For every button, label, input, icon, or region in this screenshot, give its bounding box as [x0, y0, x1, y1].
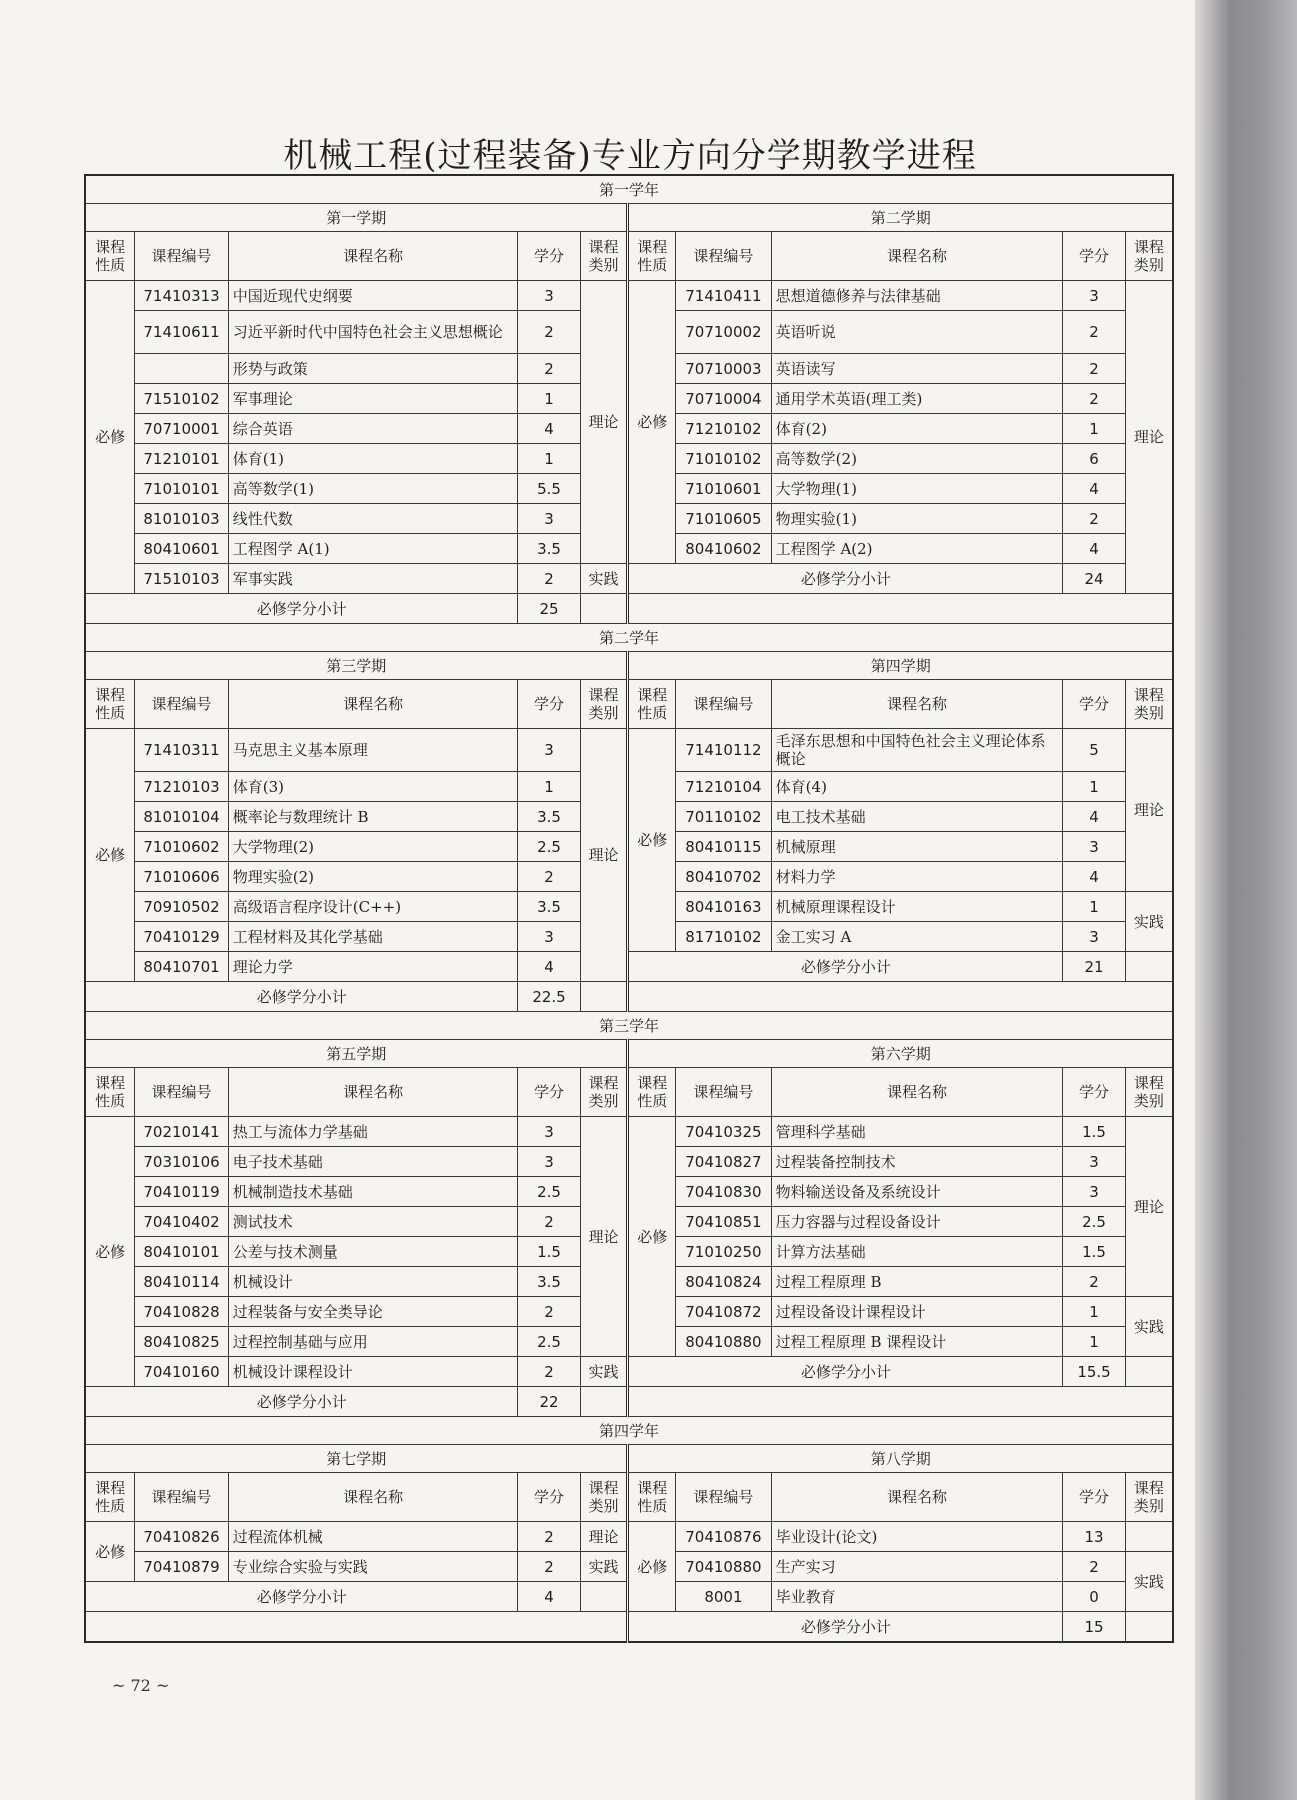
course-code: 71010602	[135, 832, 228, 862]
category-cell: 实践	[580, 564, 628, 594]
subtotal-label: 必修学分小计	[628, 1612, 1063, 1643]
course-name: 机械设计课程设计	[228, 1357, 518, 1387]
course-credit: 2	[1063, 1552, 1125, 1582]
course-name: 概率论与数理统计 B	[228, 802, 518, 832]
course-code: 70410119	[135, 1177, 228, 1207]
term-label: 第五学期	[85, 1040, 628, 1068]
course-name: 大学物理(1)	[771, 474, 1063, 504]
course-name: 专业综合实验与实践	[228, 1552, 518, 1582]
course-name: 工程材料及其化学基础	[228, 922, 518, 952]
term-label: 第八学期	[628, 1445, 1173, 1473]
course-name: 高等数学(2)	[771, 444, 1063, 474]
course-name: 线性代数	[228, 504, 518, 534]
header-name: 课程名称	[228, 232, 518, 281]
nature-cell: 必修	[85, 1522, 135, 1582]
course-code: 71410411	[676, 281, 772, 311]
subtotal-label: 必修学分小计	[628, 564, 1063, 594]
course-credit: 4	[1063, 862, 1125, 892]
category-cell: 实践	[580, 1357, 628, 1387]
course-code: 70410827	[676, 1147, 772, 1177]
term-label: 第七学期	[85, 1445, 628, 1473]
table-row	[85, 1445, 1173, 1473]
course-code: 70410402	[135, 1207, 228, 1237]
table-row	[85, 1522, 1173, 1552]
course-code: 71210104	[676, 772, 772, 802]
course-credit: 3	[518, 1117, 580, 1147]
course-name: 过程流体机械	[228, 1522, 518, 1552]
header-category: 课程类别	[580, 1068, 628, 1117]
empty-cell	[628, 1387, 1173, 1417]
year-label: 第四学年	[85, 1417, 1173, 1445]
course-name: 军事实践	[228, 564, 518, 594]
course-code: 70710003	[676, 354, 772, 384]
course-credit: 2	[518, 311, 580, 354]
year-label: 第三学年	[85, 1012, 1173, 1040]
course-credit: 6	[1063, 444, 1125, 474]
subtotal-label: 必修学分小计	[628, 1357, 1063, 1387]
course-code: 70410879	[135, 1552, 228, 1582]
table-row	[85, 1612, 1173, 1643]
course-name: 生产实习	[771, 1552, 1063, 1582]
course-name: 热工与流体力学基础	[228, 1117, 518, 1147]
course-code: 80410602	[676, 534, 772, 564]
empty-cell	[628, 982, 1173, 1012]
course-name: 过程设备设计课程设计	[771, 1297, 1063, 1327]
course-credit: 2	[518, 1297, 580, 1327]
header-credit: 学分	[518, 680, 580, 729]
empty-cell	[580, 982, 628, 1012]
header-name: 课程名称	[228, 1473, 518, 1522]
course-name: 毕业设计(论文)	[771, 1522, 1063, 1552]
course-credit: 3.5	[518, 892, 580, 922]
course-code: 70210141	[135, 1117, 228, 1147]
header-nature: 课程性质	[85, 232, 135, 281]
course-credit: 0	[1063, 1582, 1125, 1612]
header-code: 课程编号	[135, 1473, 228, 1522]
header-credit: 学分	[1063, 232, 1125, 281]
header-category: 课程类别	[1125, 1068, 1173, 1117]
course-code: 80410824	[676, 1267, 772, 1297]
course-credit: 1.5	[518, 1237, 580, 1267]
table-row	[85, 1117, 1173, 1147]
course-credit: 2	[1063, 384, 1125, 414]
course-credit: 3.5	[518, 534, 580, 564]
subtotal-value: 22	[518, 1387, 580, 1417]
header-category: 课程类别	[580, 680, 628, 729]
table-row	[85, 232, 1173, 281]
header-nature: 课程性质	[85, 1473, 135, 1522]
header-credit: 学分	[1063, 1068, 1125, 1117]
course-name: 英语听说	[771, 311, 1063, 354]
subtotal-value: 15	[1063, 1612, 1125, 1643]
table-row	[85, 175, 1173, 204]
course-credit: 3	[1063, 281, 1125, 311]
course-name: 物理实验(1)	[771, 504, 1063, 534]
course-credit: 2	[518, 1552, 580, 1582]
course-credit: 2	[518, 1522, 580, 1552]
category-cell: 实践	[1125, 892, 1173, 952]
course-credit: 2	[1063, 354, 1125, 384]
header-code: 课程编号	[135, 1068, 228, 1117]
course-credit: 3	[518, 504, 580, 534]
course-credit: 5	[1063, 729, 1125, 772]
course-name: 物料输送设备及系统设计	[771, 1177, 1063, 1207]
course-code: 71510103	[135, 564, 228, 594]
header-nature: 课程性质	[85, 1068, 135, 1117]
course-code: 71010101	[135, 474, 228, 504]
header-name: 课程名称	[771, 232, 1063, 281]
empty-cell	[580, 1387, 628, 1417]
course-name: 军事理论	[228, 384, 518, 414]
course-credit: 2	[518, 862, 580, 892]
course-credit: 2	[1063, 504, 1125, 534]
course-credit: 4	[518, 952, 580, 982]
course-code: 80410101	[135, 1237, 228, 1267]
course-credit: 2.5	[518, 1177, 580, 1207]
course-credit: 4	[1063, 802, 1125, 832]
course-name: 高级语言程序设计(C++)	[228, 892, 518, 922]
course-code: 70410826	[135, 1522, 228, 1552]
course-code: 71210103	[135, 772, 228, 802]
course-name: 综合英语	[228, 414, 518, 444]
course-code: 70410828	[135, 1297, 228, 1327]
course-credit: 1	[1063, 1327, 1125, 1357]
course-name: 过程装备控制技术	[771, 1147, 1063, 1177]
table-row	[85, 680, 1173, 729]
course-credit: 1.5	[1063, 1237, 1125, 1267]
course-code: 71410311	[135, 729, 228, 772]
table-row	[85, 624, 1173, 652]
header-credit: 学分	[518, 232, 580, 281]
empty-cell	[1125, 952, 1173, 982]
course-name: 形势与政策	[228, 354, 518, 384]
table-row	[85, 982, 1173, 1012]
header-nature: 课程性质	[85, 680, 135, 729]
course-name: 机械制造技术基础	[228, 1177, 518, 1207]
page-number: ~ 72 ~	[112, 1676, 170, 1695]
subtotal-value: 22.5	[518, 982, 580, 1012]
course-name: 金工实习 A	[771, 922, 1063, 952]
course-code: 81010103	[135, 504, 228, 534]
subtotal-label: 必修学分小计	[85, 982, 518, 1012]
empty-cell	[628, 594, 1173, 624]
category-cell: 理论	[580, 281, 628, 564]
course-code: 8001	[676, 1582, 772, 1612]
nature-cell: 必修	[628, 281, 676, 564]
course-name: 高等数学(1)	[228, 474, 518, 504]
course-name: 通用学术英语(理工类)	[771, 384, 1063, 414]
term-label: 第四学期	[628, 652, 1173, 680]
course-credit: 3.5	[518, 1267, 580, 1297]
teaching-schedule-table	[84, 174, 1174, 1643]
course-code: 71010250	[676, 1237, 772, 1267]
nature-cell: 必修	[628, 1522, 676, 1612]
course-name: 毛泽东思想和中国特色社会主义理论体系概论	[771, 729, 1063, 772]
course-code: 70710004	[676, 384, 772, 414]
course-credit: 4	[1063, 534, 1125, 564]
category-cell: 理论	[1125, 729, 1173, 892]
subtotal-label: 必修学分小计	[85, 594, 518, 624]
course-credit: 3	[518, 281, 580, 311]
course-name: 毕业教育	[771, 1582, 1063, 1612]
category-cell: 理论	[580, 1522, 628, 1552]
course-code: 80410702	[676, 862, 772, 892]
header-name: 课程名称	[228, 1068, 518, 1117]
course-name: 机械原理课程设计	[771, 892, 1063, 922]
header-code: 课程编号	[135, 232, 228, 281]
course-credit: 2.5	[1063, 1207, 1125, 1237]
course-name: 公差与技术测量	[228, 1237, 518, 1267]
course-credit: 3	[1063, 832, 1125, 862]
course-code	[135, 354, 228, 384]
course-credit: 2.5	[518, 1327, 580, 1357]
course-name: 马克思主义基本原理	[228, 729, 518, 772]
table-row	[85, 1417, 1173, 1445]
table-row	[85, 1012, 1173, 1040]
empty-cell	[1125, 1522, 1173, 1552]
course-credit: 3	[1063, 1177, 1125, 1207]
course-code: 71210101	[135, 444, 228, 474]
course-code: 80410115	[676, 832, 772, 862]
term-label: 第一学期	[85, 204, 628, 232]
course-code: 80410163	[676, 892, 772, 922]
nature-cell: 必修	[85, 281, 135, 594]
category-cell: 理论	[1125, 1117, 1173, 1297]
table-row	[85, 564, 1173, 594]
course-name: 理论力学	[228, 952, 518, 982]
course-credit: 4	[518, 414, 580, 444]
course-name: 体育(2)	[771, 414, 1063, 444]
course-credit: 1.5	[1063, 1117, 1125, 1147]
course-name: 体育(4)	[771, 772, 1063, 802]
subtotal-label: 必修学分小计	[628, 952, 1063, 982]
course-name: 过程工程原理 B	[771, 1267, 1063, 1297]
course-credit: 4	[1063, 474, 1125, 504]
nature-cell: 必修	[85, 1117, 135, 1387]
course-code: 71010606	[135, 862, 228, 892]
category-cell: 实践	[1125, 1297, 1173, 1357]
subtotal-label: 必修学分小计	[85, 1582, 518, 1612]
page-edge-shadow	[1195, 0, 1297, 1800]
course-code: 70410129	[135, 922, 228, 952]
course-credit: 2	[518, 1207, 580, 1237]
course-code: 70410325	[676, 1117, 772, 1147]
category-cell: 实践	[1125, 1552, 1173, 1612]
course-code: 70410880	[676, 1552, 772, 1582]
header-name: 课程名称	[771, 1068, 1063, 1117]
header-name: 课程名称	[771, 1473, 1063, 1522]
nature-cell: 必修	[628, 729, 676, 952]
schedule-body	[85, 175, 1173, 1642]
course-code: 70410830	[676, 1177, 772, 1207]
nature-cell: 必修	[85, 729, 135, 982]
header-nature: 课程性质	[628, 1473, 676, 1522]
table-row	[85, 1068, 1173, 1117]
course-credit: 5.5	[518, 474, 580, 504]
empty-cell	[580, 594, 628, 624]
course-credit: 13	[1063, 1522, 1125, 1552]
subtotal-value: 15.5	[1063, 1357, 1125, 1387]
course-code: 80410825	[135, 1327, 228, 1357]
course-credit: 1	[518, 444, 580, 474]
course-name: 过程工程原理 B 课程设计	[771, 1327, 1063, 1357]
course-code: 71410611	[135, 311, 228, 354]
category-cell: 理论	[1125, 281, 1173, 594]
header-credit: 学分	[1063, 680, 1125, 729]
course-credit: 1	[518, 772, 580, 802]
course-name: 习近平新时代中国特色社会主义思想概论	[228, 311, 518, 354]
header-code: 课程编号	[676, 680, 772, 729]
course-code: 71510102	[135, 384, 228, 414]
header-category: 课程类别	[1125, 1473, 1173, 1522]
course-code: 71010102	[676, 444, 772, 474]
course-code: 81010104	[135, 802, 228, 832]
course-code: 71410112	[676, 729, 772, 772]
course-credit: 1	[1063, 772, 1125, 802]
course-code: 70410872	[676, 1297, 772, 1327]
course-code: 80410880	[676, 1327, 772, 1357]
header-name: 课程名称	[228, 680, 518, 729]
year-label: 第二学年	[85, 624, 1173, 652]
course-name: 机械设计	[228, 1267, 518, 1297]
header-category: 课程类别	[580, 1473, 628, 1522]
course-name: 材料力学	[771, 862, 1063, 892]
subtotal-label: 必修学分小计	[85, 1387, 518, 1417]
header-credit: 学分	[518, 1068, 580, 1117]
header-nature: 课程性质	[628, 1068, 676, 1117]
header-category: 课程类别	[1125, 680, 1173, 729]
course-code: 70410160	[135, 1357, 228, 1387]
course-code: 70710001	[135, 414, 228, 444]
course-name: 电工技术基础	[771, 802, 1063, 832]
table-row	[85, 1357, 1173, 1387]
table-row	[85, 952, 1173, 982]
course-credit: 2	[1063, 1267, 1125, 1297]
course-code: 70910502	[135, 892, 228, 922]
term-label: 第六学期	[628, 1040, 1173, 1068]
subtotal-value: 25	[518, 594, 580, 624]
subtotal-value: 4	[518, 1582, 580, 1612]
course-credit: 1	[1063, 1297, 1125, 1327]
term-label: 第二学期	[628, 204, 1173, 232]
course-credit: 3	[518, 922, 580, 952]
header-name: 课程名称	[771, 680, 1063, 729]
nature-cell: 必修	[628, 1117, 676, 1357]
table-row	[85, 1040, 1173, 1068]
course-name: 计算方法基础	[771, 1237, 1063, 1267]
header-category: 课程类别	[1125, 232, 1173, 281]
course-code: 70710002	[676, 311, 772, 354]
course-credit: 2.5	[518, 832, 580, 862]
subtotal-value: 21	[1063, 952, 1125, 982]
header-nature: 课程性质	[628, 232, 676, 281]
course-name: 过程装备与安全类导论	[228, 1297, 518, 1327]
course-code: 70410851	[676, 1207, 772, 1237]
course-code: 80410601	[135, 534, 228, 564]
course-code: 70110102	[676, 802, 772, 832]
table-row	[85, 204, 1173, 232]
course-credit: 3	[1063, 1147, 1125, 1177]
course-credit: 2	[518, 1357, 580, 1387]
course-name: 工程图学 A(1)	[228, 534, 518, 564]
course-name: 物理实验(2)	[228, 862, 518, 892]
table-row	[85, 729, 1173, 772]
course-credit: 1	[1063, 892, 1125, 922]
course-code: 80410114	[135, 1267, 228, 1297]
table-row	[85, 594, 1173, 624]
table-row	[85, 1387, 1173, 1417]
subtotal-value: 24	[1063, 564, 1125, 594]
course-name: 英语读写	[771, 354, 1063, 384]
header-code: 课程编号	[676, 232, 772, 281]
course-code: 81710102	[676, 922, 772, 952]
course-code: 71410313	[135, 281, 228, 311]
course-credit: 1	[1063, 414, 1125, 444]
course-code: 71010605	[676, 504, 772, 534]
course-name: 机械原理	[771, 832, 1063, 862]
course-code: 80410701	[135, 952, 228, 982]
year-label: 第一学年	[85, 175, 1173, 204]
course-name: 管理科学基础	[771, 1117, 1063, 1147]
table-row	[85, 652, 1173, 680]
course-credit: 3	[518, 1147, 580, 1177]
course-code: 71010601	[676, 474, 772, 504]
course-name: 中国近现代史纲要	[228, 281, 518, 311]
category-cell: 实践	[580, 1552, 628, 1582]
course-credit: 3	[518, 729, 580, 772]
term-label: 第三学期	[85, 652, 628, 680]
course-code: 70310106	[135, 1147, 228, 1177]
course-name: 思想道德修养与法律基础	[771, 281, 1063, 311]
category-cell: 理论	[580, 1117, 628, 1357]
empty-cell	[1125, 1357, 1173, 1387]
course-name: 电子技术基础	[228, 1147, 518, 1177]
header-category: 课程类别	[580, 232, 628, 281]
table-row	[85, 281, 1173, 311]
header-code: 课程编号	[676, 1068, 772, 1117]
course-name: 过程控制基础与应用	[228, 1327, 518, 1357]
header-nature: 课程性质	[628, 680, 676, 729]
course-name: 大学物理(2)	[228, 832, 518, 862]
empty-cell	[85, 1612, 628, 1643]
empty-cell	[1125, 1612, 1173, 1643]
course-name: 压力容器与过程设备设计	[771, 1207, 1063, 1237]
course-credit: 2	[518, 564, 580, 594]
header-credit: 学分	[518, 1473, 580, 1522]
course-name: 工程图学 A(2)	[771, 534, 1063, 564]
course-name: 体育(3)	[228, 772, 518, 802]
page-title: 机械工程(过程装备)专业方向分学期教学进程	[283, 136, 977, 176]
course-credit: 2	[1063, 311, 1125, 354]
course-credit: 3	[1063, 922, 1125, 952]
course-code: 70410876	[676, 1522, 772, 1552]
header-code: 课程编号	[676, 1473, 772, 1522]
course-credit: 3.5	[518, 802, 580, 832]
empty-cell	[580, 1582, 628, 1612]
course-name: 测试技术	[228, 1207, 518, 1237]
course-credit: 2	[518, 354, 580, 384]
table-row	[85, 1473, 1173, 1522]
course-credit: 1	[518, 384, 580, 414]
category-cell: 理论	[580, 729, 628, 982]
course-name: 体育(1)	[228, 444, 518, 474]
course-code: 71210102	[676, 414, 772, 444]
header-credit: 学分	[1063, 1473, 1125, 1522]
header-code: 课程编号	[135, 680, 228, 729]
